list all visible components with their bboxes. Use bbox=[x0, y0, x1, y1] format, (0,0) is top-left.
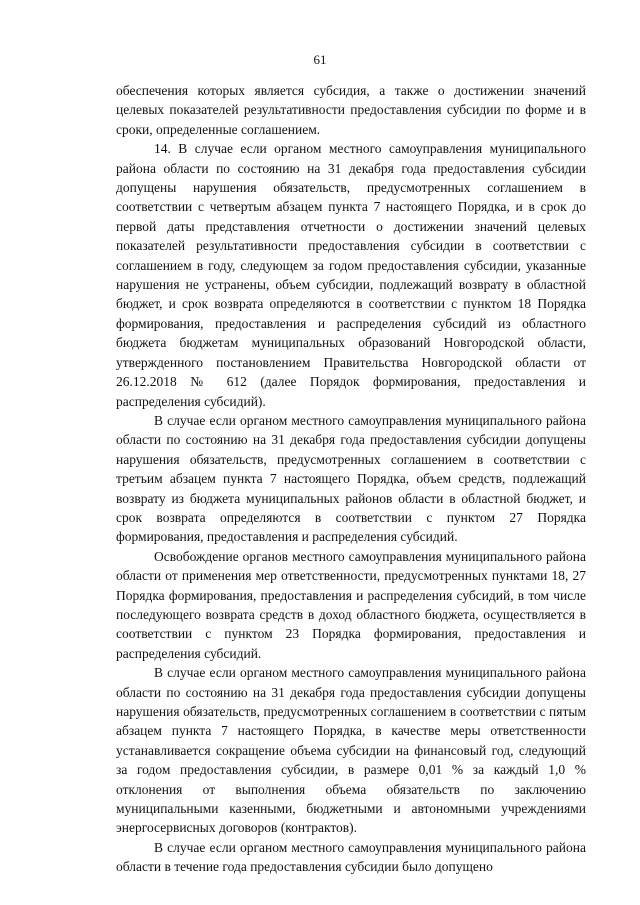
page-number: 61 bbox=[313, 52, 327, 67]
document-body bbox=[116, 81, 586, 877]
paragraph-continuation: обеспечения которых является субсидия, а также о достижении значений целевых показателей результативности предоставления субсидии по форме и в сроки, определенные соглашением. bbox=[116, 83, 586, 137]
paragraph-during-year: В случае если органом местного самоуправления муниципального района области в течение года предоставления субсидии было допущено bbox=[116, 839, 586, 875]
paragraph-item-14: 14. В случае если органом местного самоуправления муниципального района области по состоянию на 31 декабря года предоставления субсидии допущены нарушения обязательств, предусмотренных соглашением в соответствии с четвертым абзацем пункта 7 настоящего Порядка, и в срок до первой даты представления отчетности о достижении значений целевых показателей результативности предоставления субсидии в соответствии с соглашением в году, следующем за годом предоставления субсидии, указанные нарушения не устранены, объем субсидии, подлежащий возврату в областной бюджет, и срок возврата определяются в соответствии с пунктом 18 Порядка формирования, предоставления и распределения субсидий из областного бюджета бюджетам муниципальных образований Новгородской области, утвержденного постановлением Правительства Новгородской области от 26.12.2018 № 612 (далее Порядок формирования, предоставления и распределения субсидий). bbox=[116, 141, 586, 409]
paragraph-exemption: Освобождение органов местного самоуправления муниципального района области от применения мер ответственности, предусмотренных пунктами 18, 27 Порядка формирования, предоставления и распределения субсидий, в том числе последующего возврата средств в доход областного бюджета, осуществляется в соответствии с пунктом 23 Порядка формирования, предоставления и распределения субсидий. bbox=[116, 548, 586, 661]
paragraph-return-third-abzats: В случае если органом местного самоуправления муниципального района области по состоянию на 31 декабря года предоставления субсидии допущены нарушения обязательств, предусмотренных соглашением в соответствии с третьим абзацем пункта 7 настоящего Порядка, объем средств, подлежащий возврату из бюджета муниципальных районов области в областной бюджет, и срок возврата определяются в соответствии с пунктом 27 Порядка формирования, предоставления и распределения субсидий. bbox=[116, 412, 586, 545]
paragraph-reduction-fifth-abzats: В случае если органом местного самоуправления муниципального района области по состоянию на 31 декабря года предоставления субсидии допущены нарушения обязательств, предусмотренных соглашением в соответствии с пятым абзацем пункта 7 настоящего Порядка, в качестве меры ответственности устанавливается сокращение объема субсидии на финансовый год, следующий за годом предоставления субсидии, в размере 0,01 % за каждый 1,0 % отклонения от выполнения объема обязательств по заключению муниципальными казенными, бюджетными и автономными учреждениями энергосервисных договоров (контрактов). bbox=[116, 665, 586, 836]
